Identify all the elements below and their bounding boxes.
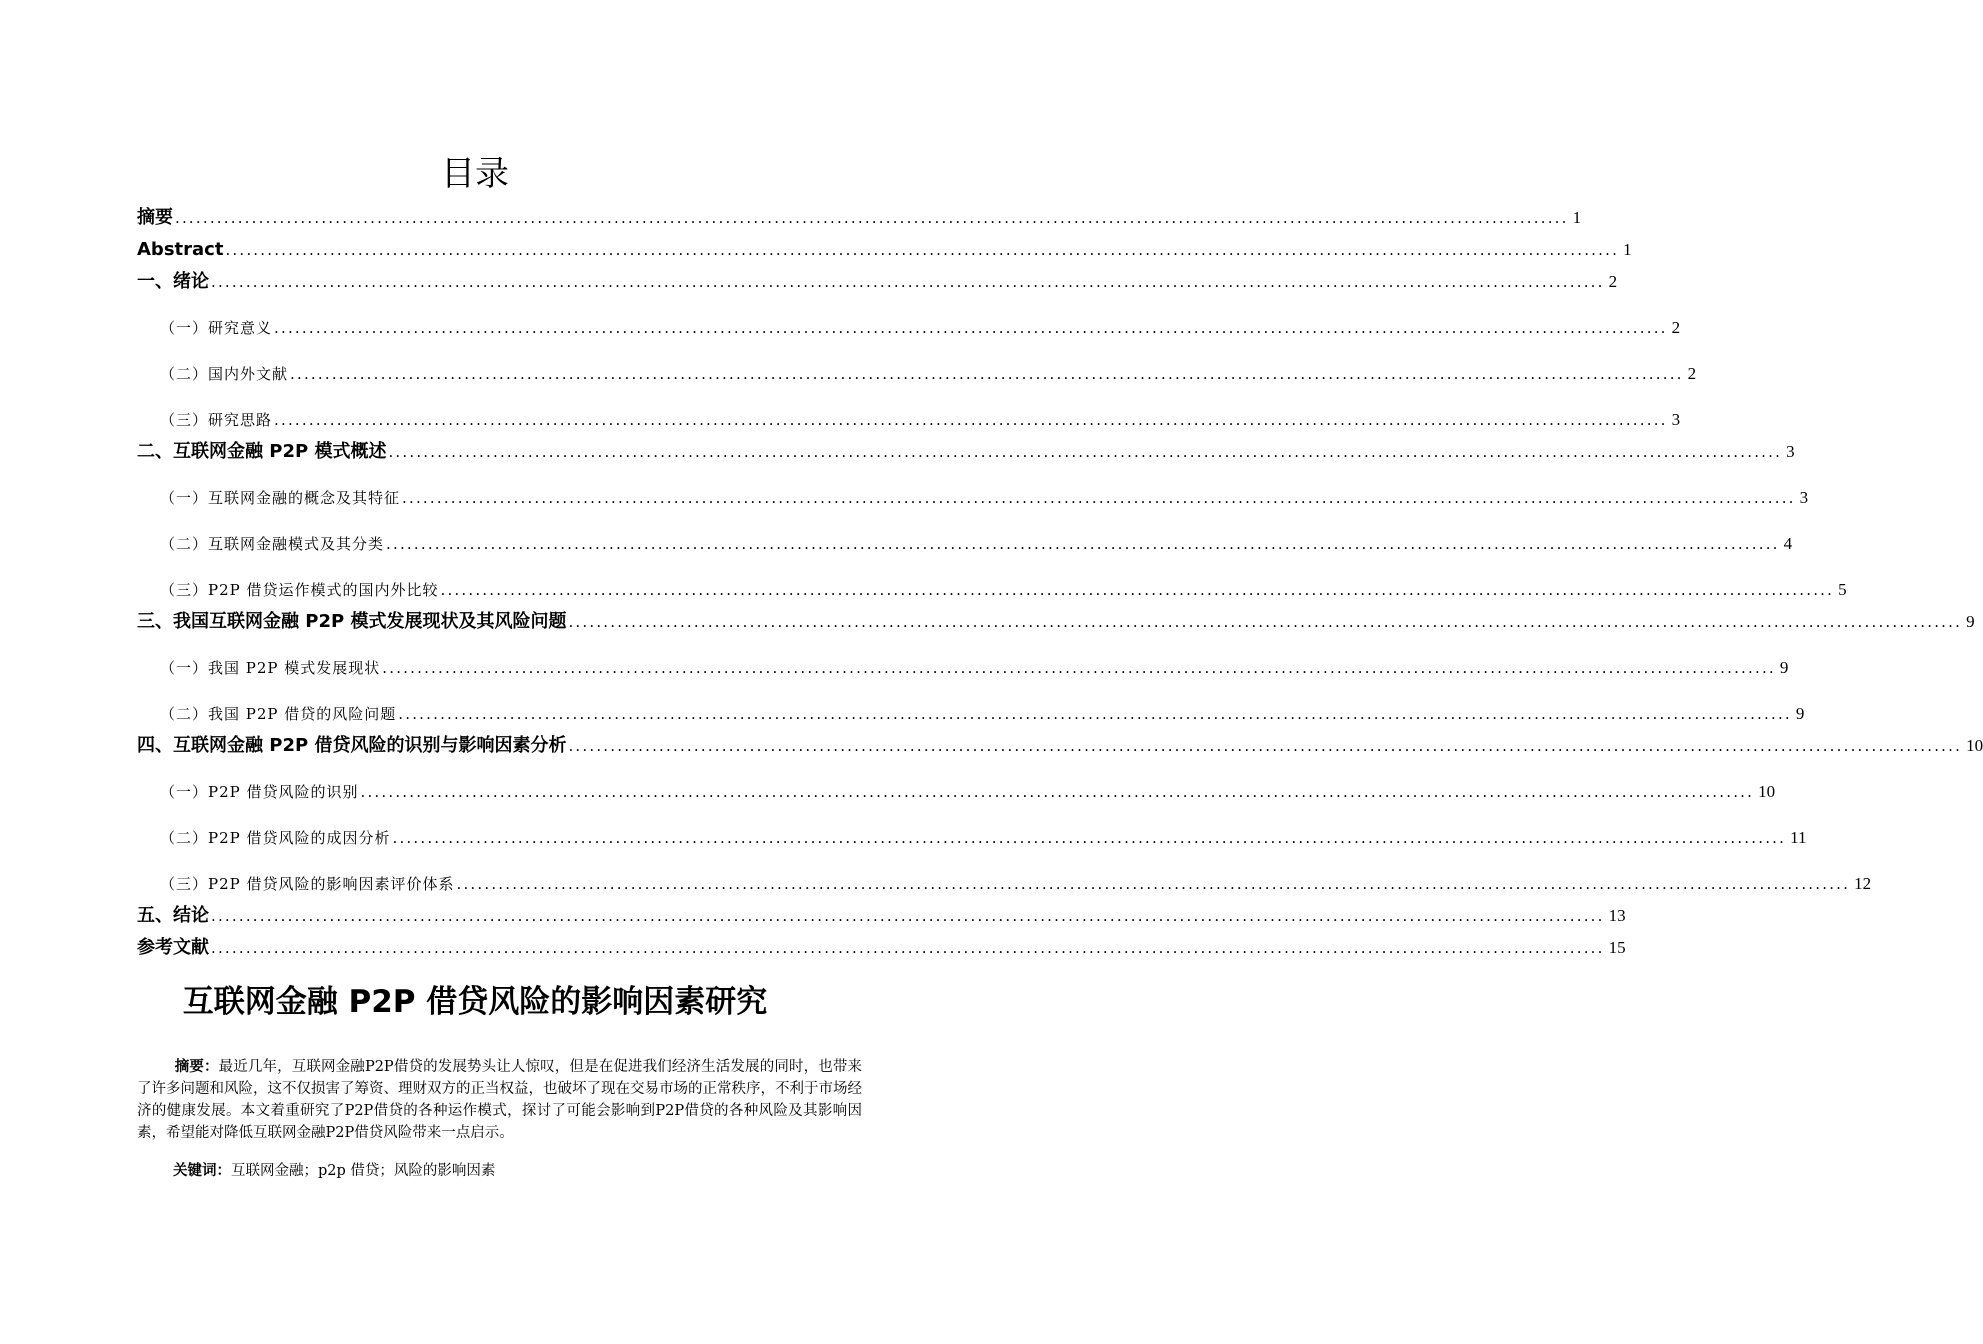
toc-entry-label: 四、互联网金融 P2P 借贷风险的识别与影响因素分析	[137, 735, 567, 756]
toc-entry-label: （二）我国 P2P 借贷的风险问题	[160, 705, 397, 723]
toc-leader-dots: ........................................................................................................................................................................................................	[568, 737, 1963, 755]
toc-page-number: 3	[1799, 488, 1809, 507]
toc-leader-dots: ........................................................................................................................................................................................................	[211, 907, 1605, 925]
toc-entry[interactable]	[0, 402, 1681, 432]
toc-entry-label: （一）我国 P2P 模式发展现状	[160, 659, 381, 677]
toc-page-number: 10	[1966, 736, 1983, 755]
toc-entry[interactable]	[0, 820, 1807, 850]
toc-entry[interactable]	[0, 930, 1626, 960]
toc-entry-label: （二）互联网金融模式及其分类	[160, 535, 385, 553]
toc-leader-dots: ........................................................................................................................................................................................................	[456, 875, 1851, 893]
toc-entry[interactable]	[0, 650, 1789, 680]
toc-page-number: 15	[1608, 938, 1626, 957]
toc-entry[interactable]	[0, 480, 1809, 510]
toc-page-number: 9	[1966, 612, 1975, 631]
toc-entry[interactable]	[0, 356, 1697, 386]
toc-page-number: 9	[1779, 658, 1789, 677]
toc-leader-dots: ........................................................................................................................................................................................................	[402, 489, 1796, 507]
toc-leader-dots: ........................................................................................................................................................................................................	[211, 939, 1605, 957]
toc-entry-label: Abstract	[137, 239, 224, 260]
toc-entry[interactable]	[0, 728, 1983, 758]
toc-entry[interactable]	[0, 434, 1795, 464]
toc-entry-label: 摘要	[137, 207, 173, 228]
paper-title: 互联网金融 P2P 借贷风险的影响因素研究	[182, 984, 768, 1020]
toc-entry-label: 五、结论	[137, 905, 209, 926]
toc-page-number: 10	[1758, 782, 1776, 801]
toc-leader-dots: ........................................................................................................................................................................................................	[274, 411, 1668, 429]
toc-leader-dots: ........................................................................................................................................................................................................	[360, 783, 1755, 801]
toc-page-number: 1	[1572, 208, 1582, 227]
toc-entry-label: （二）P2P 借贷风险的成因分析	[160, 829, 391, 847]
keywords-line	[173, 1160, 863, 1182]
toc-entry[interactable]	[0, 604, 1975, 634]
toc-entry-label: （一）互联网金融的概念及其特征	[160, 489, 401, 507]
toc-page-number: 2	[1687, 364, 1697, 383]
toc-leader-dots: ........................................................................................................................................................................................................	[211, 273, 1605, 291]
toc-entry[interactable]	[0, 264, 1618, 294]
toc-page-number: 4	[1783, 534, 1793, 553]
abstract-text: 最近几年，互联网金融P2P借贷的发展势头让人惊叹，但是在促进我们经济生活发展的同时，也带来了许多问题和风险，这不仅损害了筹资、理财双方的正当权益，也破坏了现在交易市场的正常秩序，不利于市场经济的健康发展。本文着重研究了P2P借贷的各种运作模式，探讨了可能会影响到P2P借贷的各种风险及其影响因素，希望能对降低互联网金融P2P借贷风险带来一点启示。	[137, 1059, 863, 1141]
toc-leader-dots: ........................................................................................................................................................................................................	[388, 443, 1783, 461]
toc-title: 目录	[441, 154, 509, 194]
toc-leader-dots: ........................................................................................................................................................................................................	[382, 659, 1776, 677]
toc-page-number: 13	[1608, 906, 1626, 925]
toc-leader-dots: ........................................................................................................................................................................................................	[568, 613, 1963, 631]
toc-page-number: 3	[1671, 410, 1681, 429]
toc-leader-dots: ........................................................................................................................................................................................................	[398, 705, 1792, 723]
toc-entry-label: （三）研究思路	[160, 411, 273, 429]
keywords-text: 互联网金融；p2p 借贷；风险的影响因素	[231, 1163, 496, 1179]
toc-leader-dots: ........................................................................................................................................................................................................	[225, 241, 1620, 259]
toc-entry[interactable]	[0, 866, 1872, 896]
abstract-label: 摘要：	[174, 1058, 219, 1075]
toc-entry[interactable]	[0, 898, 1626, 928]
toc-page-number: 11	[1790, 828, 1807, 847]
toc-page-number: 12	[1854, 874, 1872, 893]
toc-entry-label: 一、绪论	[137, 271, 209, 292]
toc-entry[interactable]	[0, 774, 1776, 804]
toc-page-number: 5	[1838, 580, 1847, 599]
keywords-label: 关键词：	[173, 1162, 231, 1179]
toc-entry[interactable]	[0, 232, 1632, 262]
toc-entry[interactable]	[0, 200, 1582, 230]
toc-entry-label: 参考文献	[137, 937, 209, 958]
toc-leader-dots: ........................................................................................................................................................................................................	[440, 581, 1835, 599]
toc-entry[interactable]	[0, 310, 1681, 340]
toc-entry[interactable]	[0, 526, 1793, 556]
toc-entry-label: 三、我国互联网金融 P2P 模式发展现状及其风险问题	[137, 611, 567, 632]
toc-leader-dots: ........................................................................................................................................................................................................	[386, 535, 1780, 553]
toc-page-number: 2	[1671, 318, 1681, 337]
toc-entry-label: （二）国内外文献	[160, 365, 289, 383]
toc-entry-label: （三）P2P 借贷风险的影响因素评价体系	[160, 875, 455, 893]
toc-entry-label: （三）P2P 借贷运作模式的国内外比较	[160, 581, 439, 599]
toc-page-number: 2	[1608, 272, 1618, 291]
toc-page-number: 1	[1623, 240, 1632, 259]
abstract-paragraph	[137, 1056, 862, 1144]
toc-entry[interactable]	[0, 572, 1847, 602]
toc-leader-dots: ........................................................................................................................................................................................................	[290, 365, 1684, 383]
toc-leader-dots: ........................................................................................................................................................................................................	[274, 319, 1668, 337]
toc-entry-label: （一）P2P 借贷风险的识别	[160, 783, 359, 801]
toc-page-number: 3	[1786, 442, 1795, 461]
toc-page-number: 9	[1795, 704, 1805, 723]
toc-leader-dots: ........................................................................................................................................................................................................	[392, 829, 1787, 847]
toc-leader-dots: ........................................................................................................................................................................................................	[175, 209, 1569, 227]
toc-entry-label: 二、互联网金融 P2P 模式概述	[137, 441, 387, 462]
toc-entry-label: （一）研究意义	[160, 319, 273, 337]
toc-entry[interactable]	[0, 696, 1805, 726]
